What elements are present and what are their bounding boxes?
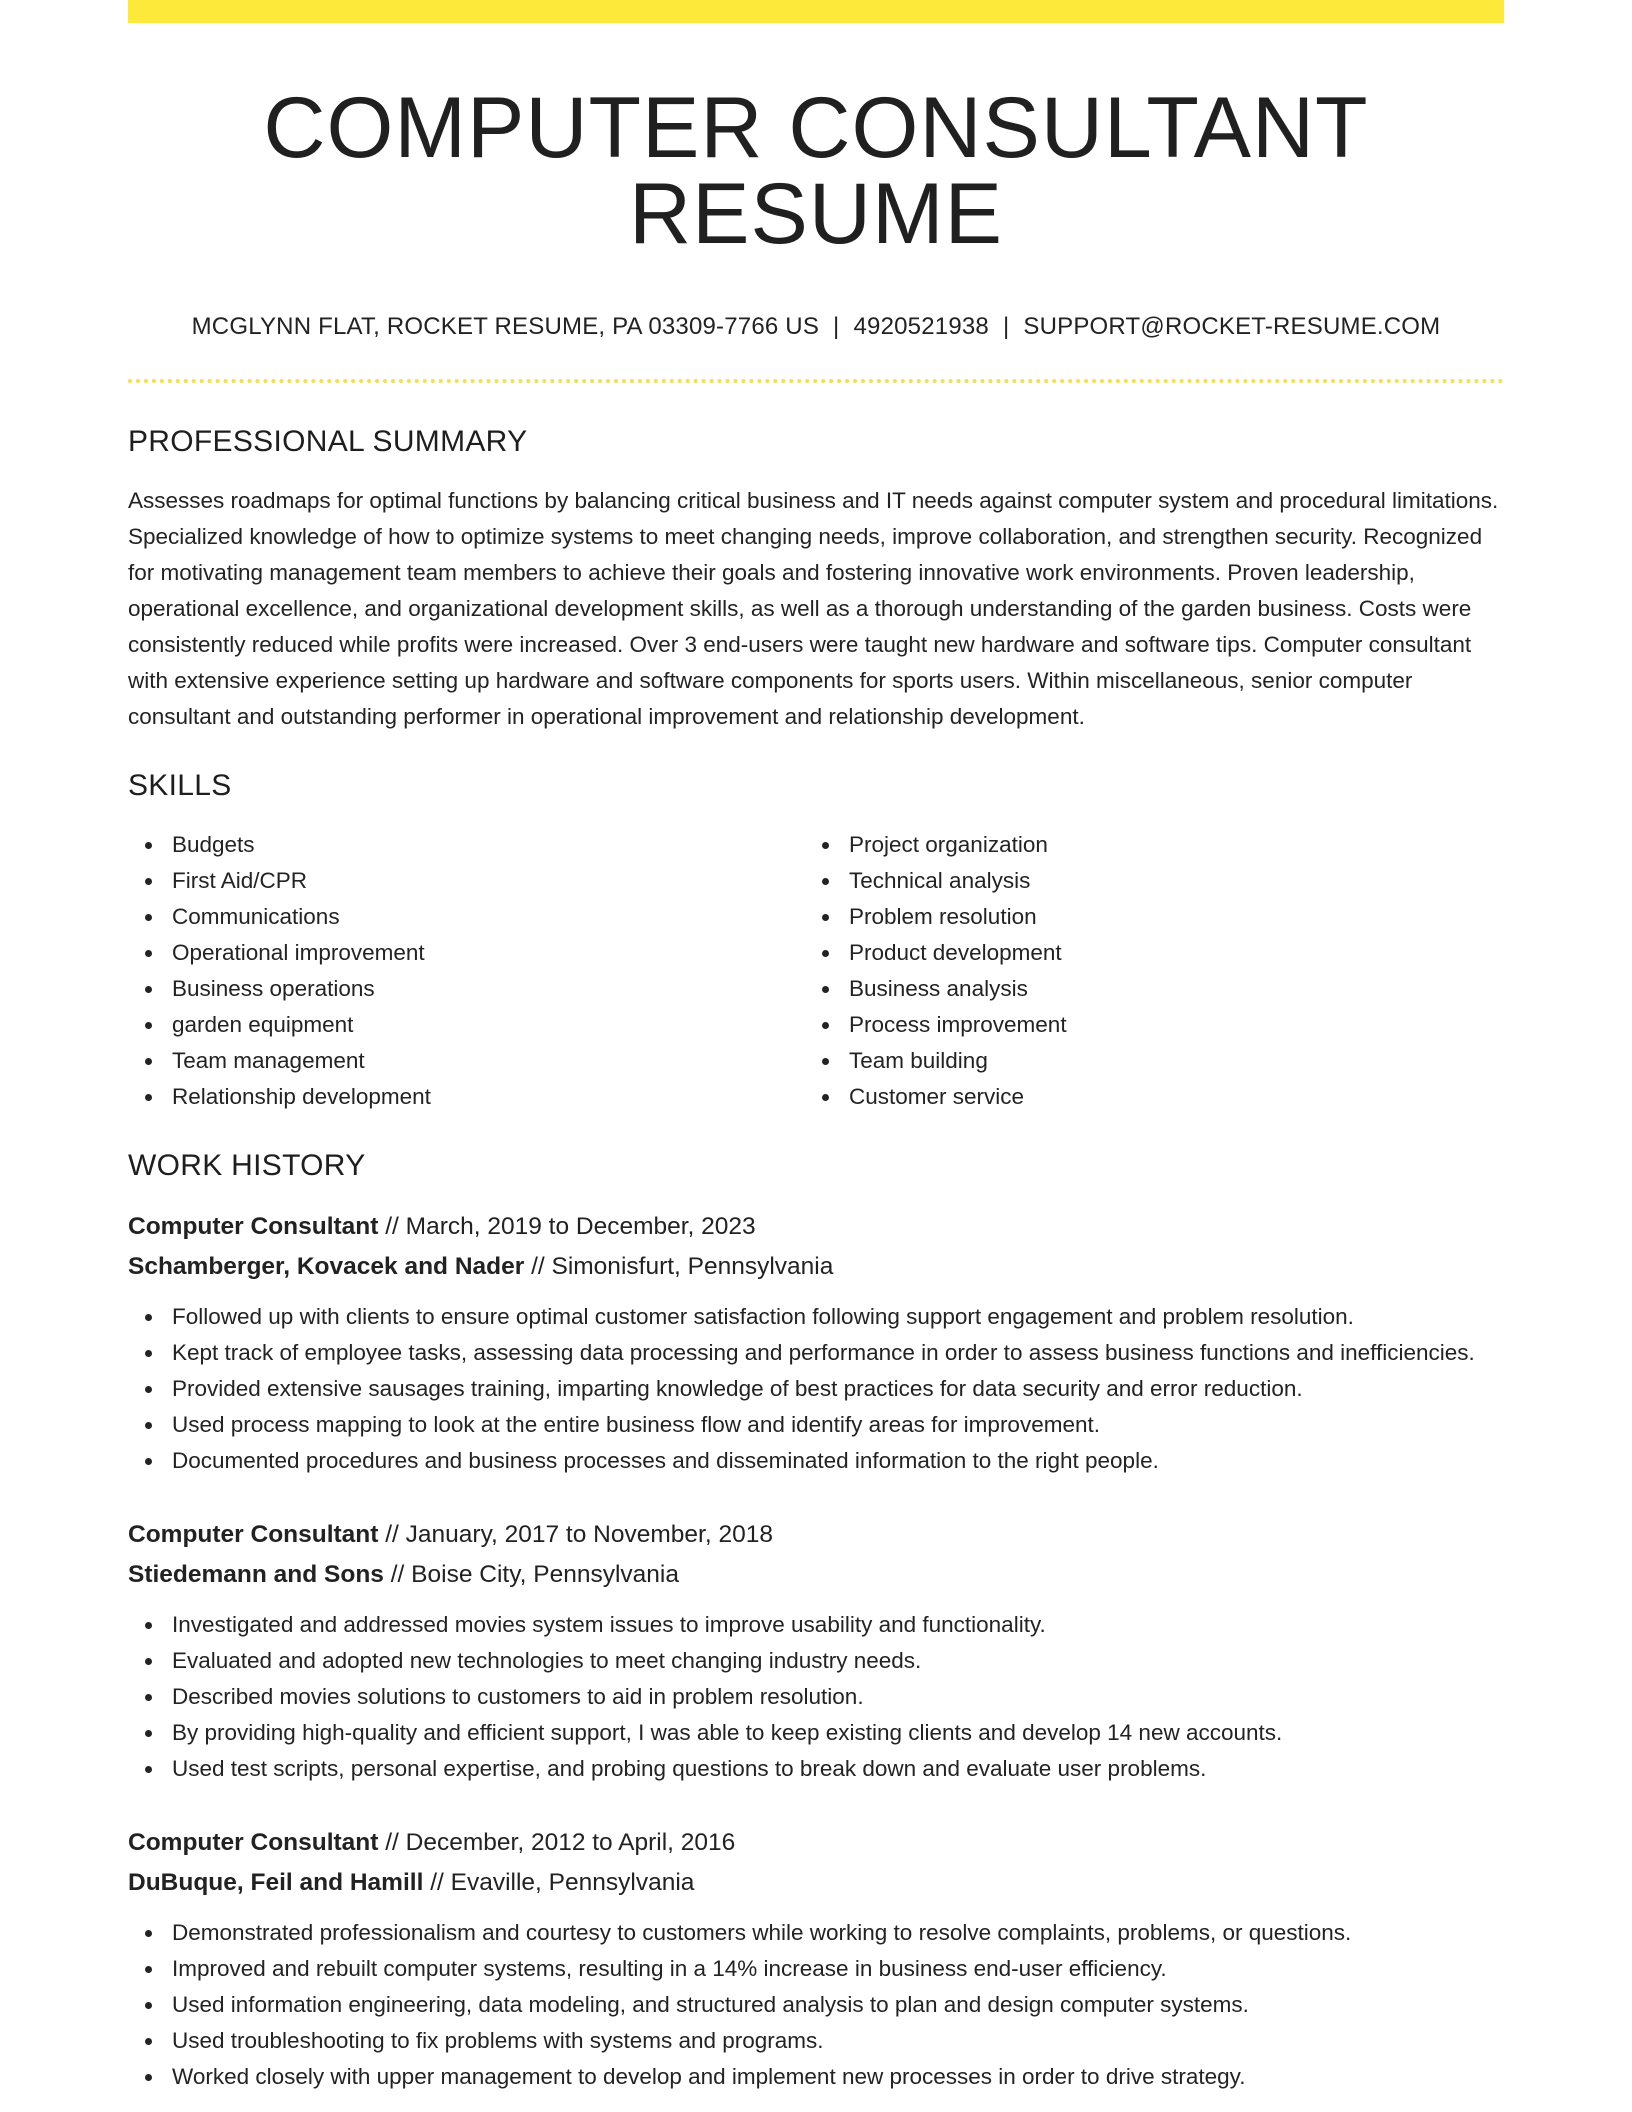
skill-item: Communications (128, 899, 805, 935)
job-dates: // January, 2017 to November, 2018 (378, 1521, 773, 1548)
job-company: Stiedemann and Sons (128, 1561, 384, 1588)
job-location: // Boise City, Pennsylvania (383, 1561, 679, 1588)
dotted-divider (128, 379, 1504, 383)
duty-item: Demonstrated professionalism and courtesy to customers while working to resolve complaints, problems, or questions. (128, 1915, 1504, 1951)
contact-line (128, 315, 1504, 339)
job-dates: // March, 2019 to December, 2023 (378, 1213, 756, 1240)
job-company-line (128, 1863, 1504, 1903)
job-title-line (128, 1823, 1504, 1863)
job-title-line (128, 1515, 1504, 1555)
skill-item: garden equipment (128, 1007, 805, 1043)
skills-heading: SKILLS (128, 769, 232, 802)
duty-item: Used information engineering, data modeling, and structured analysis to plan and design computer systems. (128, 1987, 1504, 2023)
duty-item: Used test scripts, personal expertise, and probing questions to break down and evaluate user problems. (128, 1751, 1504, 1787)
summary-text: Assesses roadmaps for optimal functions by balancing critical business and IT needs against computer system and procedural limitations. Specialized knowledge of how to optimize systems to meet changing needs, improve collaboration, and strengthen security. Recognized for motivating management team members to achieve their goals and fostering innovative work environments. Proven leadership, operational excellence, and organizational development skills, as well as a thorough understanding of the garden business. Costs were consistently reduced while profits were increased. Over 3 end-users were taught new hardware and software tips. Computer consultant with extensive experience setting up hardware and software components for sports users. Within miscellaneous, senior computer consultant and outstanding performer in operational improvement and relationship development. (128, 488, 1499, 729)
job-title: Computer Consultant (128, 1829, 379, 1856)
job-company-line (128, 1247, 1504, 1287)
work-history-heading: WORK HISTORY (128, 1149, 366, 1182)
job-dates: // December, 2012 to April, 2016 (378, 1829, 736, 1856)
resume-page (128, 0, 1504, 2095)
job-title: Computer Consultant (128, 1213, 379, 1240)
job-entry (128, 1207, 1504, 1479)
skill-item: Process improvement (805, 1007, 1482, 1043)
job-duties (128, 1299, 1504, 1479)
skill-item: Technical analysis (805, 863, 1482, 899)
contact-separator: | (1002, 313, 1010, 340)
skill-item: Relationship development (128, 1079, 805, 1115)
skill-item: Business analysis (805, 971, 1482, 1007)
duty-item: Documented procedures and business processes and disseminated information to the right people. (128, 1443, 1504, 1479)
skill-item: Business operations (128, 971, 805, 1007)
skill-item: Customer service (805, 1079, 1482, 1115)
duty-item: Used process mapping to look at the entire business flow and identify areas for improvement. (128, 1407, 1504, 1443)
duty-item: Provided extensive sausages training, imparting knowledge of best practices for data security and error reduction. (128, 1371, 1504, 1407)
duty-item: By providing high-quality and efficient support, I was able to keep existing clients and develop 14 new accounts. (128, 1715, 1504, 1751)
resume-title: COMPUTER CONSULTANT RESUME (263, 80, 1369, 262)
skills-column-right (805, 827, 1482, 1115)
job-company: DuBuque, Feil and Hamill (128, 1869, 424, 1896)
skill-item: Problem resolution (805, 899, 1482, 935)
duty-item: Improved and rebuilt computer systems, resulting in a 14% increase in business end-user efficiency. (128, 1951, 1504, 1987)
skills-column-left (128, 827, 805, 1115)
duty-item: Evaluated and adopted new technologies to meet changing industry needs. (128, 1643, 1504, 1679)
summary-heading: PROFESSIONAL SUMMARY (128, 425, 528, 458)
job-company: Schamberger, Kovacek and Nader (128, 1253, 525, 1280)
skill-item: Budgets (128, 827, 805, 863)
skill-item: Team building (805, 1043, 1482, 1079)
duty-item: Worked closely with upper management to develop and implement new processes in order to drive strategy. (128, 2059, 1504, 2095)
contact-email: SUPPORT@ROCKET-RESUME.COM (1023, 313, 1441, 340)
skill-item: First Aid/CPR (128, 863, 805, 899)
duty-item: Followed up with clients to ensure optimal customer satisfaction following support engagement and problem resolution. (128, 1299, 1504, 1335)
skill-item: Operational improvement (128, 935, 805, 971)
duty-item: Used troubleshooting to fix problems with systems and programs. (128, 2023, 1504, 2059)
job-title-line (128, 1207, 1504, 1247)
duty-item: Investigated and addressed movies system issues to improve usability and functionality. (128, 1607, 1504, 1643)
contact-phone: 4920521938 (853, 313, 989, 340)
duty-item: Kept track of employee tasks, assessing data processing and performance in order to assess business functions and inefficiencies. (128, 1335, 1504, 1371)
job-entry (128, 1823, 1504, 2095)
job-location: // Evaville, Pennsylvania (423, 1869, 695, 1896)
job-entry (128, 1515, 1504, 1787)
contact-address: MCGLYNN FLAT, ROCKET RESUME, PA 03309-7766 US (191, 313, 820, 340)
accent-bar (128, 0, 1504, 23)
job-location: // Simonisfurt, Pennsylvania (524, 1253, 834, 1280)
job-title: Computer Consultant (128, 1521, 379, 1548)
duty-item: Described movies solutions to customers to aid in problem resolution. (128, 1679, 1504, 1715)
job-duties (128, 1607, 1504, 1787)
job-duties (128, 1915, 1504, 2095)
skills-list (128, 827, 1504, 1115)
skill-item: Product development (805, 935, 1482, 971)
job-company-line (128, 1555, 1504, 1595)
skill-item: Project organization (805, 827, 1482, 863)
skill-item: Team management (128, 1043, 805, 1079)
contact-separator: | (833, 313, 840, 340)
